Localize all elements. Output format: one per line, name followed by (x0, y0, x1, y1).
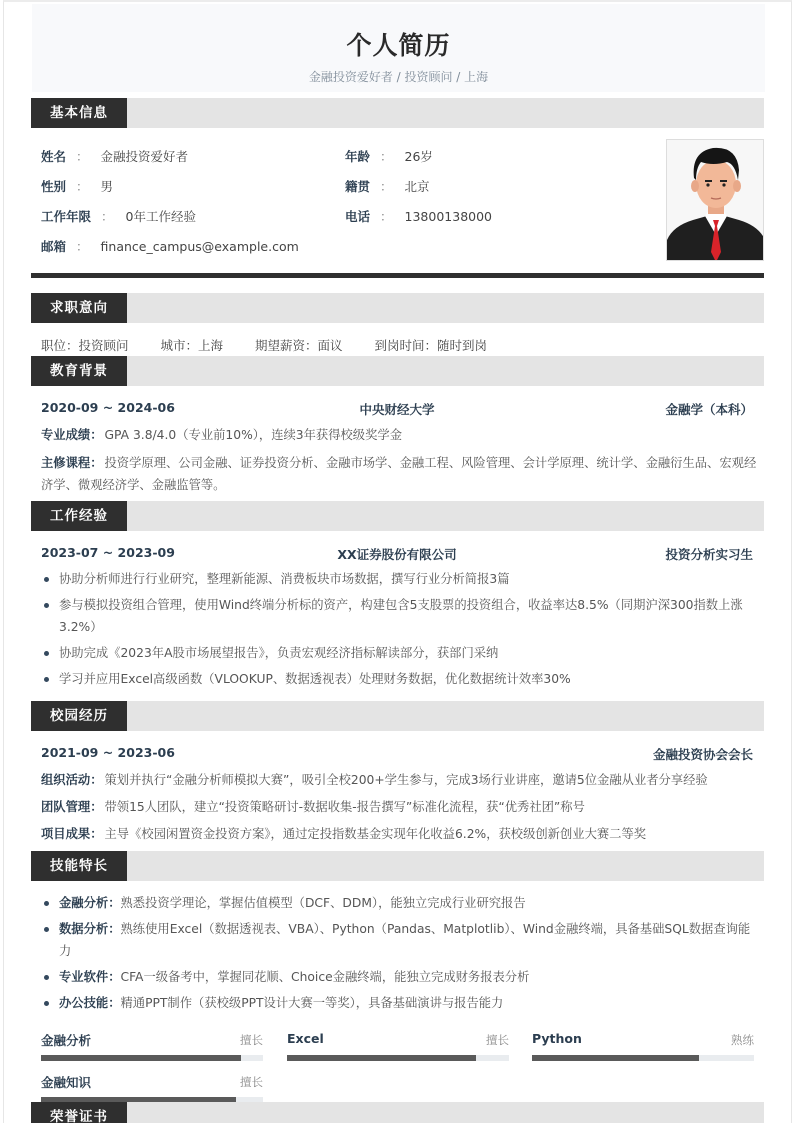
skill-text: CFA一级备考中，掌握同花顺、Choice金融终端，能独立完成财务报表分析 (120, 970, 530, 984)
list-item (41, 992, 759, 1014)
entry-date: 2021-09 ~ 2023-06 (41, 745, 175, 760)
skill-bar-excel (287, 1031, 509, 1063)
section-title: 求职意向 (31, 293, 127, 323)
campus-entry-header (41, 745, 753, 763)
section-header-campus (31, 701, 764, 731)
skill-name: Python (532, 1031, 582, 1046)
entry-date: 2020-09 ~ 2024-06 (41, 400, 175, 415)
skill-bar-finance-analysis (41, 1031, 263, 1063)
para-label: 项目成果： (41, 827, 103, 841)
campus-role: 金融投资协会会长 (652, 747, 753, 762)
person-portrait-icon (667, 140, 764, 261)
colon: ： (76, 239, 89, 254)
resume-header (32, 4, 765, 92)
divider (31, 273, 764, 278)
job-intent-row (41, 336, 515, 354)
para-text: 带领15人团队，建立“投资策略研讨-数据收集-报告撰写”标准化流程，获“优秀社团”称号 (104, 800, 585, 814)
section-header-intent (31, 293, 764, 323)
skill-text: 熟练使用Excel（数据透视表、VBA）、Python（Pandas、Matplotlib）、Wind金融终端，具备基础SQL数据查询能力 (59, 922, 751, 958)
list-item: 参与模拟投资组合管理，使用Wind终端分析标的资产，构建包含5支股票的投资组合，收益率达8.5%（同期沪深300指数上涨3.2%） (41, 594, 759, 638)
info-value: 0年工作经验 (125, 209, 196, 224)
info-label: 邮箱 (41, 239, 67, 254)
school-name: 中央财经大学 (359, 402, 435, 417)
skill-track (41, 1055, 263, 1061)
para-text: 主导《校园闲置资金投资方案》，通过定投指数基金实现年化收益6.2%，获校级创新创业大赛二等奖 (104, 827, 647, 841)
job-role: 投资分析实习生 (665, 547, 753, 562)
phone-value: 13800138000 (404, 209, 493, 224)
skill-label: 办公技能： (59, 996, 121, 1010)
campus-item (41, 769, 759, 791)
skill-level: 擅长 (240, 1075, 263, 1089)
page-title: 个人简历 (346, 31, 451, 60)
section-title: 荣誉证书 (31, 1102, 127, 1123)
skill-label: 专业软件： (59, 970, 121, 984)
list-item (41, 892, 759, 914)
section-header-work (31, 501, 764, 531)
work-entry-header (41, 545, 753, 563)
skill-label: 金融分析： (59, 896, 121, 910)
colon: ： (380, 179, 393, 194)
company-name: XX证券股份有限公司 (337, 547, 457, 562)
colon: ： (380, 209, 393, 224)
para-text: 策划并执行“金融分析师模拟大赛”，吸引全校200+学生参与，完成3场行业讲座，邀请5位金融从业者分享经验 (104, 773, 708, 787)
skill-level: 擅长 (240, 1033, 263, 1047)
skill-fill (287, 1055, 476, 1061)
education-entry-header (41, 400, 753, 418)
info-age (345, 147, 433, 165)
list-item: 协助完成《2023年A股市场展望报告》，负责宏观经济指标解读部分，获部门采纳 (41, 642, 759, 664)
colon: ： (76, 179, 89, 194)
email-link[interactable]: finance_campus@example.com (100, 239, 299, 254)
para-label: 专业成绩： (41, 428, 103, 442)
skill-level: 擅长 (486, 1033, 509, 1047)
info-value: 26岁 (404, 149, 433, 164)
campus-item (41, 796, 759, 818)
skill-name: 金融知识 (41, 1075, 92, 1090)
section-header-skills (31, 851, 764, 881)
info-value: 男 (100, 179, 114, 194)
info-email (41, 237, 299, 255)
skill-label: 数据分析： (59, 922, 121, 936)
education-courses (41, 452, 759, 496)
info-gender (41, 177, 113, 195)
skill-track (532, 1055, 754, 1061)
intent-city: 城市：上海 (160, 338, 224, 353)
colon: ： (101, 209, 114, 224)
para-label: 团队管理： (41, 800, 103, 814)
info-value: 金融投资爱好者 (100, 149, 189, 164)
info-label: 籍贯 (345, 179, 371, 194)
skill-bar-finance-knowledge (41, 1073, 263, 1105)
entry-date: 2023-07 ~ 2023-09 (41, 545, 175, 560)
section-title: 教育背景 (31, 356, 127, 386)
skill-name: 金融分析 (41, 1033, 92, 1048)
section-title: 基本信息 (31, 98, 127, 128)
list-item: 学习并应用Excel高级函数（VLOOKUP、数据透视表）处理财务数据，优化数据统计效率30% (41, 668, 759, 690)
skill-name: Excel (287, 1031, 324, 1046)
colon: ： (76, 149, 89, 164)
intent-salary: 期望薪资：面议 (255, 338, 343, 353)
page-subtitle: 金融投资爱好者 / 投资顾问 / 上海 (308, 70, 489, 84)
section-header-education (31, 356, 764, 386)
info-label: 年龄 (345, 149, 371, 164)
list-item (41, 966, 759, 988)
campus-item (41, 823, 759, 845)
skill-text: 精通PPT制作（获校级PPT设计大赛一等奖），具备基础演讲与报告能力 (120, 996, 504, 1010)
intent-availability: 到岗时间：随时到岗 (374, 338, 488, 353)
para-text: 投资学原理、公司金融、证券投资分析、金融市场学、金融工程、风险管理、会计学原理、统计学、金融衍生品、宏观经济学、微观经济学、金融监管等。 (41, 456, 757, 492)
skill-bar-python (532, 1031, 754, 1063)
info-hometown (345, 177, 430, 195)
info-value: 北京 (404, 179, 430, 194)
section-title: 工作经验 (31, 501, 127, 531)
skills-bullets (41, 892, 759, 1018)
info-label: 姓名 (41, 149, 67, 164)
intent-position: 职位：投资顾问 (41, 338, 129, 353)
avatar-photo (666, 139, 764, 261)
info-label: 电话 (345, 209, 371, 224)
skill-level: 熟练 (731, 1033, 754, 1047)
info-phone (345, 207, 492, 225)
skill-text: 熟悉投资学理论，掌握估值模型（DCF、DDM），能独立完成行业研究报告 (120, 896, 526, 910)
info-label: 性别 (41, 179, 67, 194)
para-text: GPA 3.8/4.0（专业前10%），连续3年获得校级奖学金 (104, 428, 402, 442)
list-item (41, 918, 759, 962)
list-item: 协助分析师进行行业研究，整理新能源、消费板块市场数据，撰写行业分析简报3篇 (41, 568, 759, 590)
major-name: 金融学（本科） (665, 402, 753, 417)
info-label: 工作年限 (41, 209, 92, 224)
skill-track (287, 1055, 509, 1061)
section-header-honors (31, 1102, 764, 1123)
skill-fill (41, 1055, 241, 1061)
info-name (41, 147, 188, 165)
section-title: 校园经历 (31, 701, 127, 731)
info-years (41, 207, 196, 225)
work-bullets (41, 568, 759, 694)
education-score (41, 424, 759, 446)
colon: ： (380, 149, 393, 164)
para-label: 主修课程： (41, 456, 103, 470)
section-title: 技能特长 (31, 851, 127, 881)
para-label: 组织活动： (41, 773, 103, 787)
section-header-basic (31, 98, 764, 128)
skill-fill (532, 1055, 699, 1061)
